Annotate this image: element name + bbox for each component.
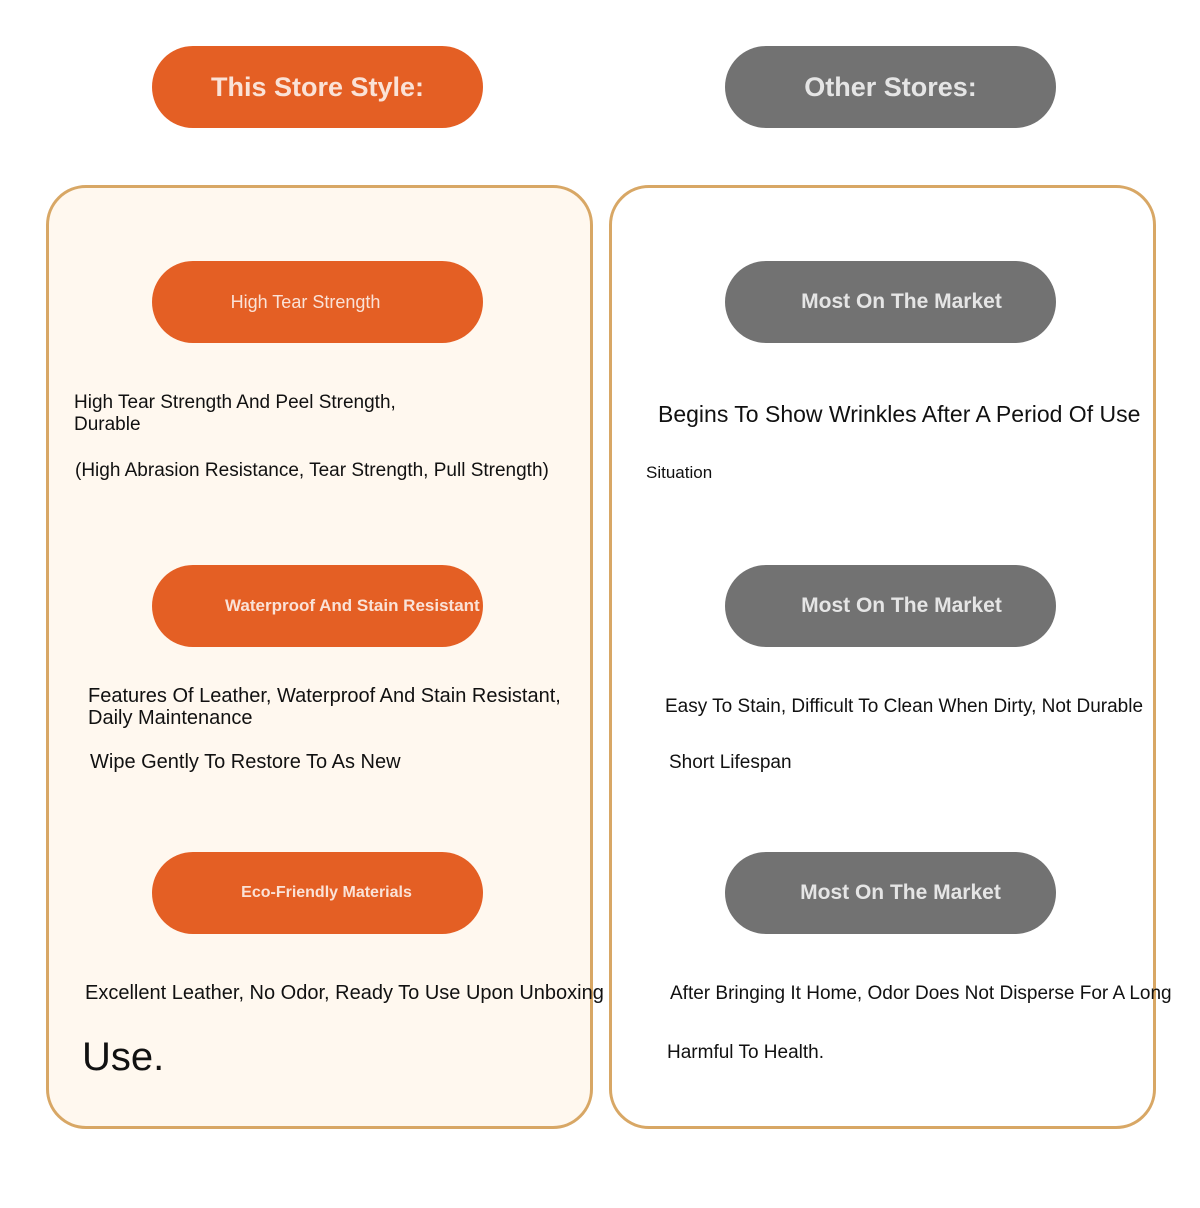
left-feature-3-line-1: Excellent Leather, No Odor, Ready To Use Upon Unboxing bbox=[85, 982, 604, 1004]
waterproof-badge bbox=[152, 565, 483, 647]
right-feature-3-line-1: After Bringing It Home, Odor Does Not Disperse For A Long bbox=[670, 983, 1172, 1004]
left-feature-2-line-3: Wipe Gently To Restore To As New bbox=[90, 751, 401, 773]
market-badge-1 bbox=[725, 261, 1056, 343]
other-stores-badge bbox=[725, 46, 1056, 128]
market-badge-3-label: Most On The Market bbox=[800, 881, 1001, 904]
market-badge-3 bbox=[725, 852, 1056, 934]
right-feature-2-line-1: Easy To Stain, Difficult To Clean When Dirty, Not Durable bbox=[665, 696, 1144, 717]
eco-friendly-badge bbox=[152, 852, 483, 934]
left-feature-2-line-2: Daily Maintenance bbox=[88, 707, 253, 729]
left-feature-2-line-1: Features Of Leather, Waterproof And Stain Resistant, bbox=[88, 685, 561, 707]
market-badge-2 bbox=[725, 565, 1056, 647]
market-badge-2-label: Most On The Market bbox=[801, 594, 1002, 617]
high-tear-strength-badge bbox=[152, 261, 483, 343]
this-store-style-badge bbox=[152, 46, 483, 128]
other-stores-label: Other Stores: bbox=[804, 71, 977, 102]
eco-friendly-label: Eco-Friendly Materials bbox=[241, 884, 412, 901]
right-feature-2-line-2: Short Lifespan bbox=[669, 752, 792, 773]
right-feature-3-line-2: Harmful To Health. bbox=[667, 1042, 824, 1063]
left-feature-1-line-3: (High Abrasion Resistance, Tear Strength, Pull Strength) bbox=[75, 460, 549, 481]
right-feature-1-line-2: Situation bbox=[646, 463, 713, 482]
waterproof-label: Waterproof And Stain Resistant bbox=[225, 596, 480, 615]
left-feature-1-line-1: High Tear Strength And Peel Strength, bbox=[74, 392, 396, 413]
market-badge-1-label: Most On The Market bbox=[801, 290, 1002, 313]
right-feature-1-line-1: Begins To Show Wrinkles After A Period Of Use bbox=[658, 401, 1141, 427]
left-feature-1-line-2: Durable bbox=[74, 414, 141, 435]
this-store-style-label: This Store Style: bbox=[210, 71, 425, 102]
left-feature-3-line-2: Use. bbox=[82, 1035, 165, 1079]
high-tear-strength-label: High Tear Strength bbox=[230, 291, 381, 312]
